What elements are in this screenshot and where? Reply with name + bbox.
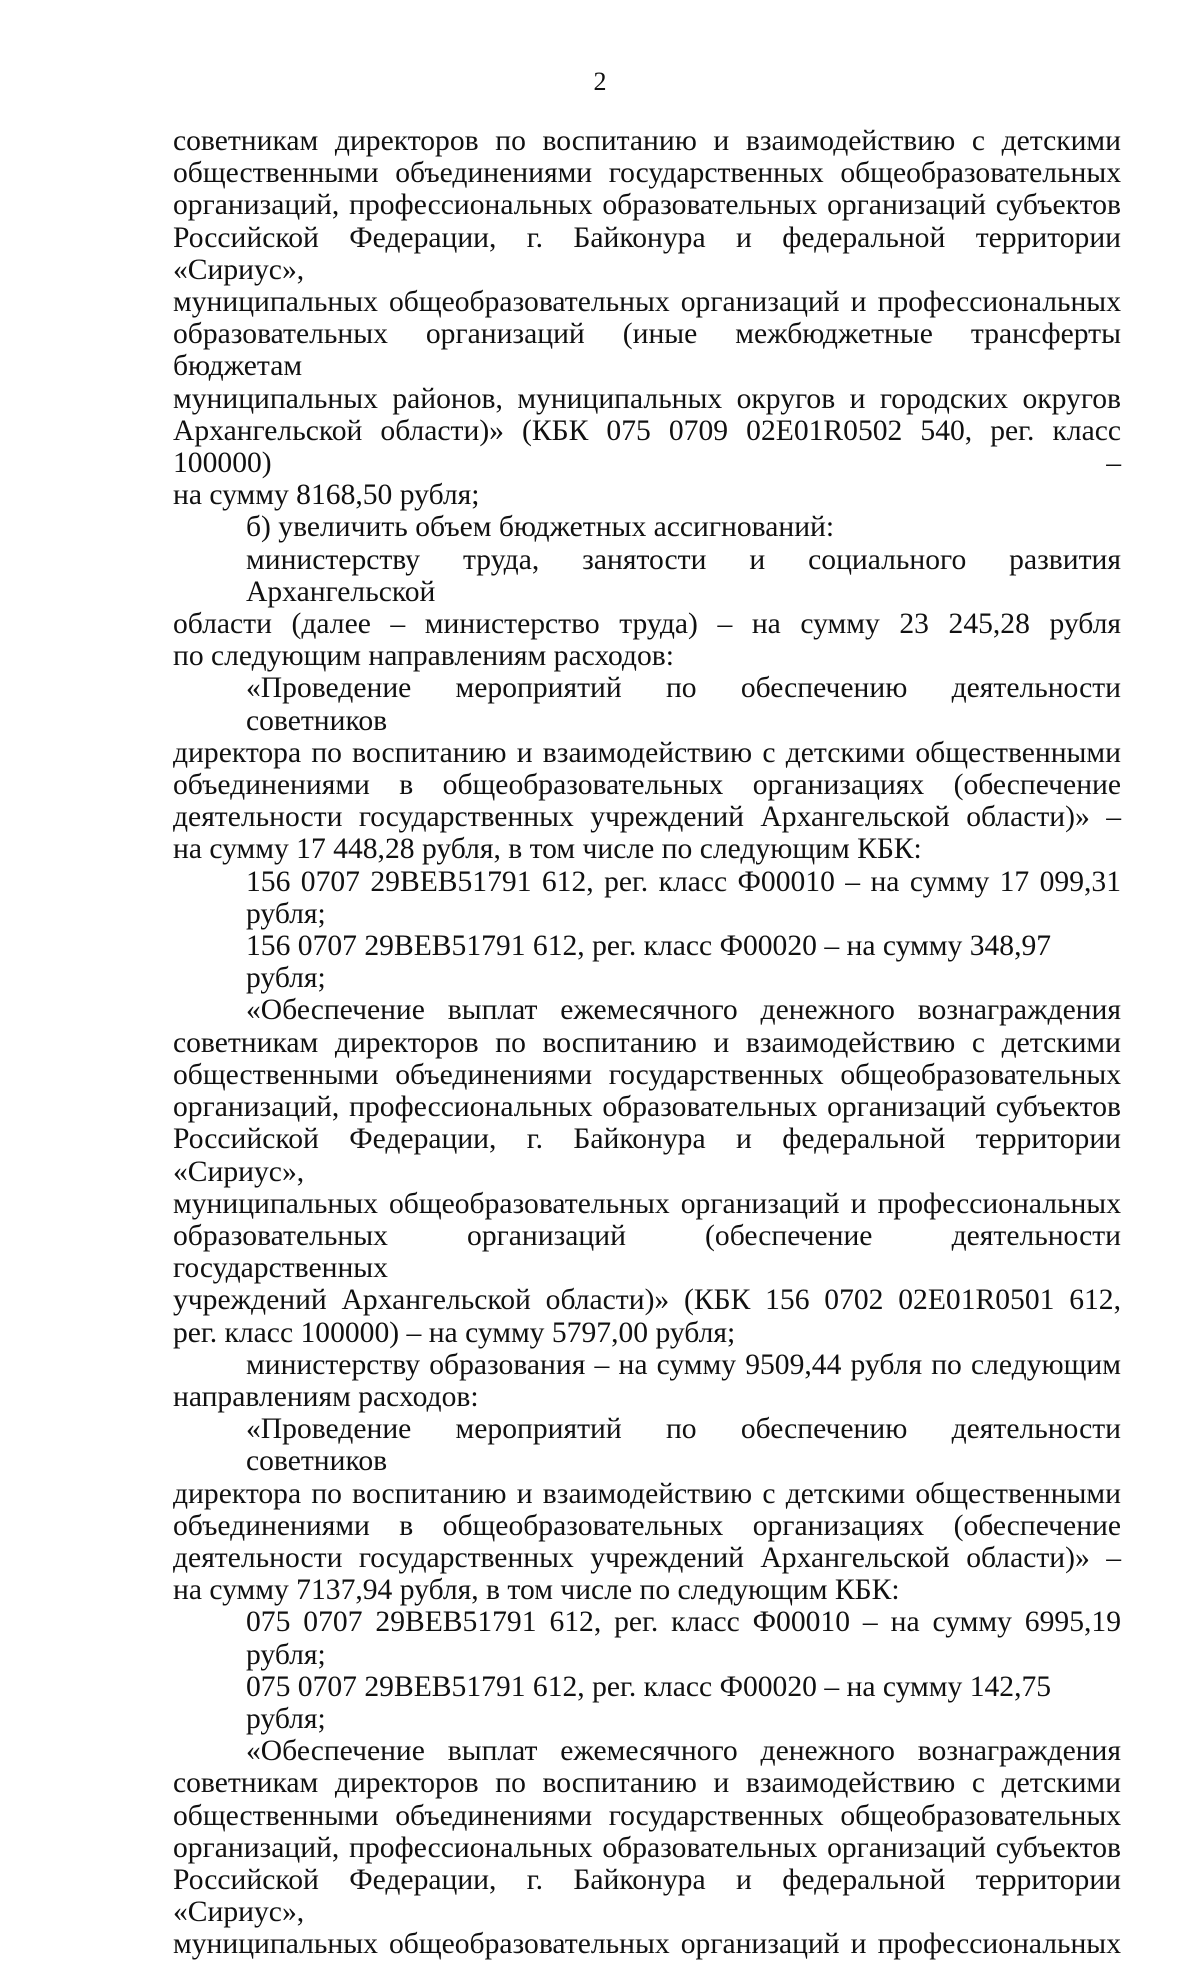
text-line: рег. класс 100000) – на сумму 5797,00 рубля;	[173, 1316, 736, 1349]
text-line: министерству труда, занятости и социального развития Архангельской	[246, 543, 1121, 608]
text-line: деятельности государственных учреждений Архангельской области)» –	[173, 1541, 1121, 1574]
text-line: директора по воспитанию и взаимодействию с детскими общественными	[173, 736, 1121, 769]
text-line: Российской Федерации, г. Байконура и федеральной территории «Сириус»,	[173, 1123, 1121, 1188]
text-line: 075 0707 29ВЕВ51791 612, рег. класс Ф00010 – на сумму 6995,19 рубля;	[246, 1606, 1121, 1671]
text-line: 156 0707 29ВЕВ51791 612, рег. класс Ф00010 – на сумму 17 099,31 рубля;	[246, 865, 1121, 930]
text-line: «Проведение мероприятий по обеспечению деятельности советников	[246, 1413, 1121, 1478]
text-line: муниципальных общеобразовательных организаций и профессиональных	[173, 286, 1121, 319]
text-line: Российской Федерации, г. Байконура и федеральной территории «Сириус»,	[173, 1863, 1121, 1929]
text-line: общественными объединениями государственных общеобразовательных	[173, 1799, 1121, 1832]
text-line: деятельности государственных учреждений Архангельской области)» –	[173, 801, 1121, 834]
text-line: советникам директоров по воспитанию и взаимодействию с детскими	[173, 1767, 1121, 1800]
text-line: «Обеспечение выплат ежемесячного денежного вознаграждения	[246, 1735, 1121, 1768]
text-line: объединениями в общеобразовательных организациях (обеспечение	[173, 1509, 1121, 1542]
text-line: Архангельской области)» (КБК 075 0709 02Е01R0502 540, рег. класс 100000) –	[173, 414, 1121, 480]
text-line: 156 0707 29ВЕВ51791 612, рег. класс Ф00020 – на сумму 348,97 рубля;	[246, 930, 1052, 995]
text-line: учреждений Архангельской области)» (КБК 156 0702 02Е01R0501 612,	[173, 1284, 1121, 1317]
text-line: на сумму 7137,94 рубля, в том числе по следующим КБК:	[173, 1574, 900, 1607]
text-line: «Обеспечение выплат ежемесячного денежного вознаграждения	[246, 994, 1121, 1027]
text-line: объединениями в общеобразовательных организациях (обеспечение	[173, 769, 1121, 802]
text-line: организаций, профессиональных образовательных организаций субъектов	[173, 1091, 1121, 1124]
text-line: по следующим направлениям расходов:	[173, 640, 674, 673]
text-line: организаций, профессиональных образовательных организаций субъектов	[173, 1831, 1121, 1864]
text-line: общественными объединениями государственных общеобразовательных	[173, 157, 1121, 190]
text-line: организаций, профессиональных образовательных организаций субъектов	[173, 189, 1121, 222]
text-line: Российской Федерации, г. Байконура и федеральной территории «Сириус»,	[173, 221, 1121, 286]
text-line: советникам директоров по воспитанию и взаимодействию с детскими	[173, 125, 1121, 157]
text-line: директора по воспитанию и взаимодействию с детскими общественными	[173, 1477, 1121, 1510]
text-line: «Проведение мероприятий по обеспечению деятельности советников	[246, 672, 1121, 737]
text-line: области (далее – министерство труда) – на сумму 23 245,28 рубля	[173, 608, 1121, 641]
text-line: на сумму 17 448,28 рубля, в том числе по следующим КБК:	[173, 833, 922, 866]
text-line: советникам директоров по воспитанию и взаимодействию с детскими	[173, 1026, 1121, 1059]
text-line: на сумму 8168,50 рубля;	[173, 479, 480, 512]
text-line: образовательных организаций (иные межбюджетные трансферты бюджетам	[173, 318, 1121, 383]
text-line: муниципальных общеобразовательных организаций и профессиональных	[173, 1187, 1121, 1220]
text-line: муниципальных общеобразовательных организаций и профессиональных	[173, 1928, 1121, 1961]
page-number: 2	[593, 67, 607, 96]
text-line: общественными объединениями государственных общеобразовательных	[173, 1058, 1121, 1091]
text-line: образовательных организаций (обеспечение деятельности государственных	[173, 1219, 1121, 1285]
body-text	[173, 125, 1121, 1961]
text-line: муниципальных районов, муниципальных округов и городских округов	[173, 382, 1121, 415]
text-line: направлениям расходов:	[173, 1380, 479, 1413]
text-line: 075 0707 29ВЕВ51791 612, рег. класс Ф00020 – на сумму 142,75 рубля;	[246, 1670, 1052, 1735]
text-line: б) увеличить объем бюджетных ассигнований:	[246, 511, 835, 544]
text-line: министерству образования – на сумму 9509,44 рубля по следующим	[246, 1348, 1121, 1381]
